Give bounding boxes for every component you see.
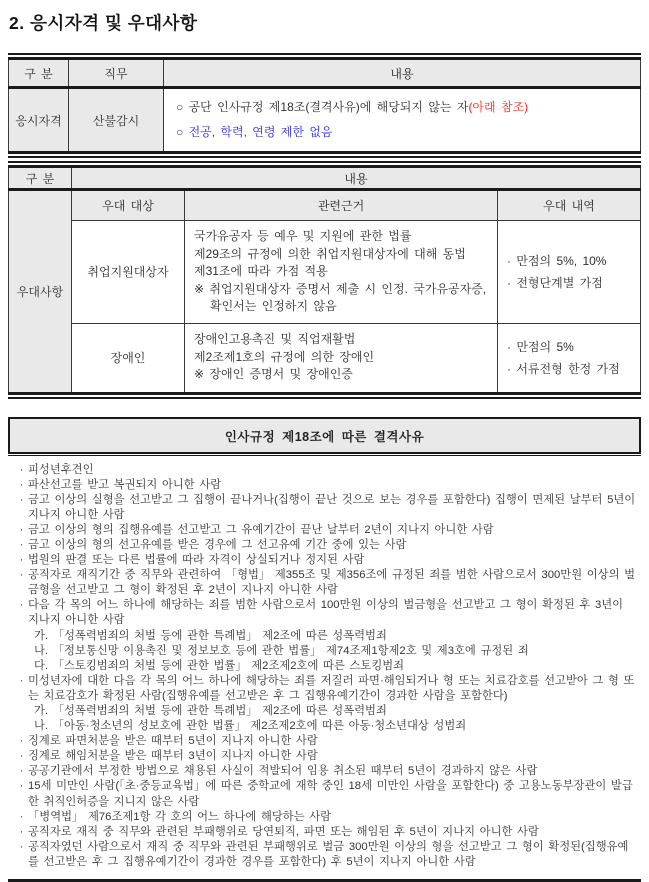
bullet-icon: · bbox=[15, 825, 28, 840]
basis-cell bbox=[185, 221, 498, 324]
preference-header-row bbox=[9, 167, 641, 190]
bullet-icon: · bbox=[15, 779, 28, 809]
list-item-text: 미성년자에 대한 다음 각 목의 어느 하나에 해당하는 죄를 저질러 파면·해임되거나 형 또는 치료감호를 선고받아 그 형 또는 치료감호가 확정된 사람(집행유예를 선고받은 후 그 집행유예기간이 경과한 사람을 포함한다) bbox=[28, 674, 637, 704]
qualification-item-2: ○ 전공, 학력, 연령 제한 없음 bbox=[176, 120, 634, 145]
bullet-icon: · bbox=[15, 764, 28, 779]
header-category: 구 분 bbox=[9, 59, 69, 88]
list-item bbox=[15, 840, 637, 870]
list-item-text: 공공기관에서 부정한 방법으로 채용된 사실이 적발되어 임용 취소된 때부터 5년이 경과하지 않은 사람 bbox=[28, 764, 637, 779]
text-line: 장애인고용촉진 및 직업재활법 bbox=[194, 331, 491, 349]
preference-row-disabled bbox=[9, 323, 641, 393]
bullet-icon: · bbox=[15, 810, 28, 825]
list-item bbox=[15, 779, 637, 809]
text-line: ※ 취업지원대상자 증명서 제출 시 인정. 국가유공자증, bbox=[194, 281, 491, 299]
qualification-content-cell bbox=[164, 88, 641, 153]
list-item-text: 「병역법」 제76조제1항 각 호의 어느 하나에 해당하는 사람 bbox=[28, 810, 637, 825]
list-item-text: 징계로 파면처분을 받은 때부터 5년이 지나지 아니한 사람 bbox=[28, 734, 637, 749]
list-item bbox=[15, 734, 637, 749]
list-subitem: 가. 「성폭력범죄의 처벌 등에 관한 특례법」 제2조에 따른 성폭력범죄 bbox=[15, 704, 637, 719]
list-item bbox=[15, 825, 637, 840]
page-title: 2. 응시자격 및 우대사항 bbox=[9, 10, 641, 35]
list-item bbox=[15, 523, 637, 538]
text-line: · 서류전형 한정 가점 bbox=[507, 358, 636, 380]
qualification-table bbox=[8, 57, 641, 154]
list-subitem: 가. 「성폭력범죄의 처벌 등에 관한 특례법」 제2조에 따른 성폭력범죄 bbox=[15, 629, 637, 644]
bullet-icon: · bbox=[15, 493, 28, 523]
disqualification-list bbox=[8, 456, 641, 882]
list-item-text: 금고 이상의 형의 선고유예를 받은 경우에 그 선고유예 기간 중에 있는 사람 bbox=[28, 538, 637, 553]
text-line: ※ 장애인 증명서 및 장애인증 bbox=[194, 366, 491, 384]
basis-cell bbox=[185, 323, 498, 393]
text-line: 국가유공자 등 예우 및 지원에 관한 법률 bbox=[194, 228, 491, 246]
list-item bbox=[15, 674, 637, 704]
bullet-icon: · bbox=[15, 734, 28, 749]
list-item-text: 피성년후견인 bbox=[28, 463, 637, 478]
list-item-text: 금고 이상의 형의 집행유예를 선고받고 그 유예기간이 끝난 날부터 2년이 지나지 아니한 사람 bbox=[28, 523, 637, 538]
subheader-target: 우대 대상 bbox=[72, 190, 185, 221]
list-item bbox=[15, 764, 637, 779]
benefit-cell bbox=[498, 323, 641, 393]
bullet-icon: · bbox=[15, 840, 28, 870]
text-line: · 전형단계별 가점 bbox=[507, 272, 636, 294]
list-item-text: 공직자로 재직기간 중 직무와 관련하여 「형법」 제355조 및 제356조에 규정된 죄를 범한 사람으로서 300만원 이상의 벌금형을 선고받고 그 형이 확정된 후 2년이 지나지 아니한 사람 bbox=[28, 568, 637, 598]
bullet-icon: · bbox=[15, 749, 28, 764]
text-line: · 만점의 5%, 10% bbox=[507, 250, 636, 272]
qualification-table-frame bbox=[8, 53, 641, 158]
preference-row-label: 우대사항 bbox=[9, 190, 72, 394]
list-item bbox=[15, 749, 637, 764]
list-item-text: 징계로 해임처분을 받은 때부터 3년이 지나지 아니한 사람 bbox=[28, 749, 637, 764]
bullet-icon: · bbox=[15, 478, 28, 493]
text-line: 제2조제1호의 규정에 의한 장애인 bbox=[194, 349, 491, 367]
disqualification-box bbox=[8, 417, 641, 882]
list-item-text: 법원의 판결 또는 다른 법률에 따라 자격이 상실되거나 정지된 사람 bbox=[28, 553, 637, 568]
bullet-icon: · bbox=[15, 674, 28, 704]
list-item-text: 15세 미만인 사람(「초·중등교육법」에 따른 중학교에 재학 중인 18세 미만인 사람을 포함한다) 중 고용노동부장관이 발급한 취직인허증을 지니지 않은 사람 bbox=[28, 779, 637, 809]
target-cell: 장애인 bbox=[72, 323, 185, 393]
list-item-text: 공직자로 재직 중 직무와 관련된 부패행위로 당연퇴직, 파면 또는 해임된 후 5년이 지나지 아니한 사람 bbox=[28, 825, 637, 840]
qualification-item-1-text: ○ 공단 인사규정 제18조(결격사유)에 해당되지 않는 자 bbox=[176, 100, 468, 114]
list-item-text: 금고 이상의 실형을 선고받고 그 집행이 끝나거나(집행이 끝난 것으로 보는 경우를 포함한다) 집행이 면제된 날부터 5년이 지나지 아니한 사람 bbox=[28, 493, 637, 523]
text-line: · 만점의 5% bbox=[507, 336, 636, 358]
preference-table-frame bbox=[8, 161, 641, 399]
qualification-item-1-note: (아래 참조) bbox=[468, 100, 528, 114]
row-label-category: 응시자격 bbox=[9, 88, 69, 153]
bullet-icon: · bbox=[15, 538, 28, 553]
bullet-icon: · bbox=[15, 598, 28, 628]
list-item-text: 공직자였던 사람으로서 재직 중 직무와 관련된 부패행위로 벌금 300만원 이상의 형을 선고받고 그 형이 확정된(집행유예를 선고받은 후 그 집행유예기간이 경과한 경우를 포함한다) 후 5년이 지나지 아니한 사람 bbox=[28, 840, 637, 870]
list-item bbox=[15, 538, 637, 553]
list-item bbox=[15, 493, 637, 523]
preference-table bbox=[8, 165, 641, 395]
header-job: 직무 bbox=[69, 59, 164, 88]
list-item bbox=[15, 568, 637, 598]
preference-row-employment-support bbox=[9, 221, 641, 324]
bullet-icon: · bbox=[15, 568, 28, 598]
list-item-text: 다음 각 목의 어느 하나에 해당하는 죄를 범한 사람으로서 100만원 이상의 벌금형을 선고받고 그 형이 확정된 후 3년이 지나지 아니한 사람 bbox=[28, 598, 637, 628]
bullet-icon: · bbox=[15, 463, 28, 478]
target-cell: 취업지원대상자 bbox=[72, 221, 185, 324]
list-item bbox=[15, 553, 637, 568]
bullet-icon: · bbox=[15, 553, 28, 568]
list-subitem: 나. 「아동·청소년의 성보호에 관한 법률」 제2조제2호에 따른 아동·청소년대상 성범죄 bbox=[15, 719, 637, 734]
text-line: 제31조에 따라 가점 적용 bbox=[194, 263, 491, 281]
list-item bbox=[15, 463, 637, 478]
disqualification-title: 인사규정 제18조에 따른 결격사유 bbox=[8, 417, 641, 454]
list-subitem: 다. 「스토킹범죄의 처벌 등에 관한 법률」 제2조제2호에 따른 스토킹범죄 bbox=[15, 659, 637, 674]
header-content: 내용 bbox=[164, 59, 641, 88]
qualification-header-row bbox=[9, 59, 641, 88]
list-item-text: 파산선고를 받고 복권되지 아니한 사람 bbox=[28, 478, 637, 493]
list-subitem: 나. 「정보통신망 이용촉진 및 정보보호 등에 관한 법률」 제74조제1항제2호 및 제3호에 규정된 죄 bbox=[15, 644, 637, 659]
row-label-job: 산불감시 bbox=[69, 88, 164, 153]
benefit-cell bbox=[498, 221, 641, 324]
list-item bbox=[15, 598, 637, 628]
bullet-icon: · bbox=[15, 523, 28, 538]
subheader-benefit: 우대 내역 bbox=[498, 190, 641, 221]
text-line: 제29조의 규정에 의한 취업지원대상자에 대해 동법 bbox=[194, 246, 491, 264]
header-content: 내용 bbox=[72, 167, 641, 190]
subheader-basis: 관련근거 bbox=[185, 190, 498, 221]
header-category: 구 분 bbox=[9, 167, 72, 190]
text-line: 확인서는 인정하지 않음 bbox=[194, 298, 491, 316]
list-item bbox=[15, 478, 637, 493]
preference-subheader-row bbox=[9, 190, 641, 221]
qualification-item-1 bbox=[176, 95, 634, 120]
list-item bbox=[15, 810, 637, 825]
qualification-row bbox=[9, 88, 641, 153]
